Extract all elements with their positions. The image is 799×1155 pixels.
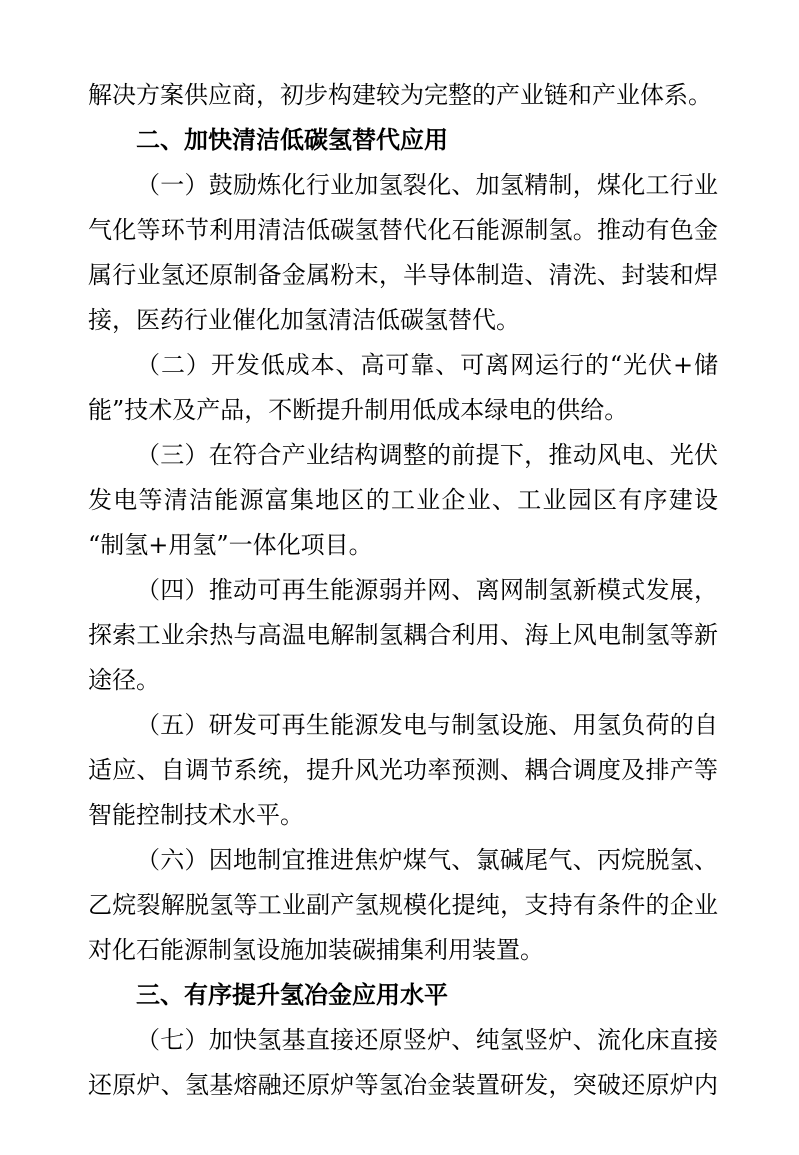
paragraph-line: 途径。 xyxy=(88,666,160,694)
paragraph-line: 气化等环节利用清洁低碳氢替代化石能源制氢。推动有色金 xyxy=(88,216,718,244)
paragraph-line: （二）开发低成本、高可靠、可离网运行的“光伏+储 xyxy=(136,351,718,379)
paragraph-line: 解决方案供应商，初步构建较为完整的产业链和产业体系。 xyxy=(88,81,712,109)
paragraph-line: （一）鼓励炼化行业加氢裂化、加氢精制，煤化工行业 xyxy=(136,171,718,199)
paragraph-line: （三）在符合产业结构调整的前提下，推动风电、光伏 xyxy=(136,441,718,469)
paragraph-line: 属行业氢还原制备金属粉末，半导体制造、清洗、封装和焊 xyxy=(88,261,718,289)
paragraph-line: 智能控制技术水平。 xyxy=(88,801,304,829)
paragraph-line: （五）研发可再生能源发电与制氢设施、用氢负荷的自 xyxy=(136,711,718,739)
paragraph-line: 接，医药行业催化加氢清洁低碳氢替代。 xyxy=(88,306,520,334)
paragraph-line: （六）因地制宜推进焦炉煤气、氯碱尾气、丙烷脱氢、 xyxy=(136,846,718,874)
paragraph-line: （七）加快氢基直接还原竖炉、纯氢竖炉、流化床直接 xyxy=(136,1026,718,1054)
paragraph-line: 乙烷裂解脱氢等工业副产氢规模化提纯，支持有条件的企业 xyxy=(88,891,718,919)
paragraph-line: “制氢+用氢”一体化项目。 xyxy=(88,531,373,559)
paragraph-line: 还原炉、氢基熔融还原炉等氢冶金装置研发，突破还原炉内 xyxy=(88,1071,718,1099)
paragraph-line: 对化石能源制氢设施加装碳捕集利用装置。 xyxy=(88,936,544,964)
paragraph-line: 能”技术及产品，不断提升制用低成本绿电的供给。 xyxy=(88,396,629,424)
paragraph-line: （四）推动可再生能源弱并网、离网制氢新模式发展， xyxy=(136,576,718,604)
section-heading: 二、加快清洁低碳氢替代应用 xyxy=(136,126,448,154)
paragraph-line: 发电等清洁能源富集地区的工业企业、工业园区有序建设 xyxy=(88,486,718,514)
section-heading: 三、有序提升氢冶金应用水平 xyxy=(136,981,448,1009)
paragraph-line: 探索工业余热与高温电解制氢耦合利用、海上风电制氢等新 xyxy=(88,621,718,649)
paragraph-line: 适应、自调节系统，提升风光功率预测、耦合调度及排产等 xyxy=(88,756,718,784)
